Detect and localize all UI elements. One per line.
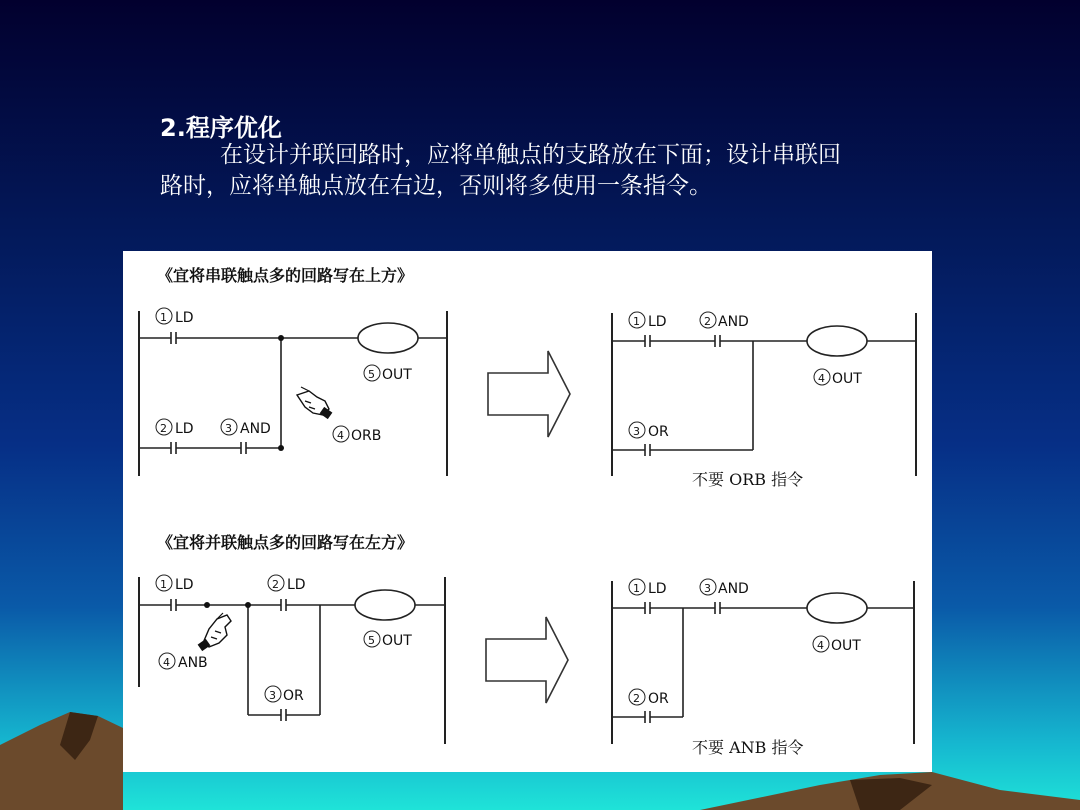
mountain-left [0, 712, 123, 810]
s1-right-diagram [612, 312, 916, 489]
s1r-label-out4: OUT [832, 371, 862, 387]
s2-arrow [486, 617, 568, 703]
s2r-coil [807, 593, 867, 623]
s1l-label-orb4: ORB [351, 428, 382, 444]
s1r-n3: 3 [633, 425, 640, 438]
s1r-n2: 2 [704, 315, 711, 328]
s2l-n3: 3 [269, 689, 276, 702]
s1l-n3: 3 [225, 422, 232, 435]
s2r-label-out4: OUT [831, 638, 861, 654]
s1-left-diagram [139, 308, 447, 476]
s1l-junction-bottom [278, 445, 284, 451]
s2l-label-anb4: ANB [178, 655, 208, 671]
s1l-n5: 5 [368, 368, 375, 381]
s1r-n4: 4 [818, 372, 825, 385]
s2l-label-ld2: LD [287, 577, 306, 593]
s1l-n2: 2 [160, 422, 167, 435]
s2l-label-ld1: LD [175, 577, 194, 593]
s2l-n4: 4 [163, 656, 170, 669]
s1l-label-out5: OUT [382, 367, 412, 383]
section2-title: 《宜将并联触点多的回路写在左方》 [157, 533, 414, 552]
s1l-junction-top [278, 335, 284, 341]
s2l-n2: 2 [272, 578, 279, 591]
s1l-label-ld1: LD [175, 310, 194, 326]
s2r-n2: 2 [633, 692, 640, 705]
heading: 2.程序优化 [160, 114, 282, 142]
s1r-note: 不要 ORB 指令 [692, 470, 804, 489]
s2l-n5: 5 [368, 634, 375, 647]
s2r-note: 不要 ANB 指令 [692, 738, 804, 757]
s1r-coil [807, 326, 867, 356]
s2l-label-out5: OUT [382, 633, 412, 649]
pointing-hand-icon [198, 613, 231, 651]
s1-arrow [488, 351, 570, 437]
section1-title: 《宜将串联触点多的回路写在上方》 [157, 266, 414, 285]
s1r-label-or3: OR [648, 424, 669, 440]
s2r-label-or2: OR [648, 691, 669, 707]
s2r-label-and3: AND [718, 581, 749, 597]
s2-left-diagram [139, 575, 445, 744]
ladder-diagram-panel [123, 251, 932, 772]
pointing-hand-icon [297, 387, 332, 419]
ladder-diagrams [123, 251, 932, 772]
s1l-label-and3: AND [240, 421, 271, 437]
s1l-coil [358, 323, 418, 353]
s2r-n3: 3 [704, 582, 711, 595]
s2r-label-ld1: LD [648, 581, 667, 597]
s2l-n1: 1 [160, 578, 167, 591]
s1r-label-and2: AND [718, 314, 749, 330]
s2l-label-or3: OR [283, 688, 304, 704]
s2r-n4: 4 [817, 639, 824, 652]
s1l-n4: 4 [337, 429, 344, 442]
s1r-label-ld1: LD [648, 314, 667, 330]
s1l-label-ld2: LD [175, 421, 194, 437]
s2-right-diagram [612, 579, 914, 757]
s2r-n1: 1 [633, 582, 640, 595]
s1r-n1: 1 [633, 315, 640, 328]
s1l-n1: 1 [160, 311, 167, 324]
s2l-coil [355, 590, 415, 620]
body-paragraph: 在设计并联回路时，应将单触点的支路放在下面；设计串联回路时，应将单触点放在右边，否则将多使用一条指令。 [160, 142, 841, 199]
